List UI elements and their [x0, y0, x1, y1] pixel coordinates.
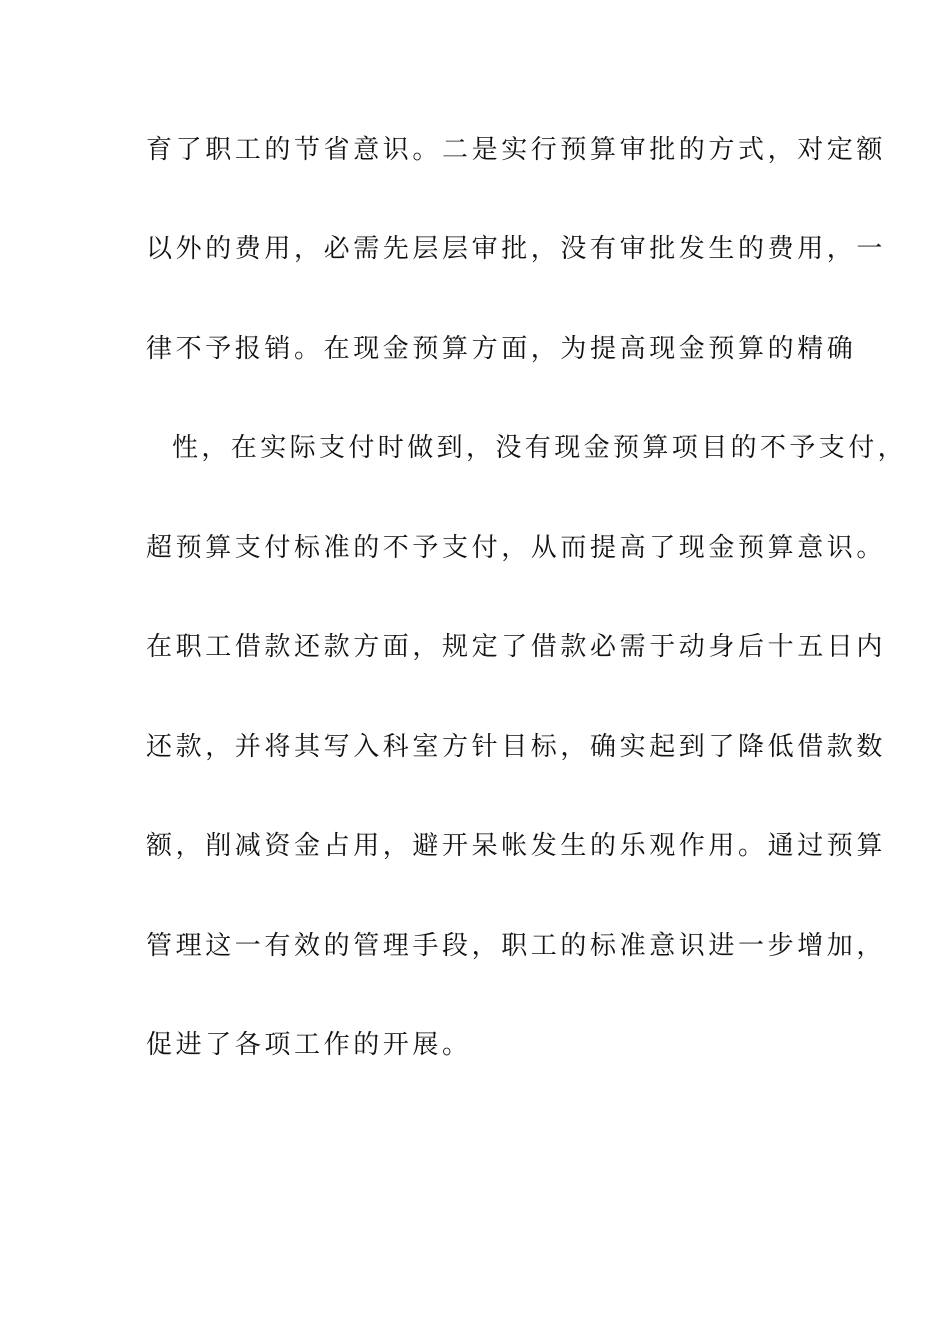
paragraph-line-10: 促进了各项工作的开展。 — [146, 1030, 472, 1060]
paragraph-line-9: 管理这一有效的管理手段，职工的标准意识进一步增加， — [146, 931, 887, 961]
paragraph-line-2: 以外的费用，必需先层层审批，没有审批发生的费用，一 — [146, 234, 887, 264]
paragraph-line-3: 律不予报销。在现金预算方面，为提高现金预算的精确 — [146, 334, 857, 364]
paragraph-line-6: 在职工借款还款方面，规定了借款必需于动身后十五日内 — [146, 632, 887, 662]
paragraph-line-1: 育了职工的节省意识。二是实行预算审批的方式，对定额 — [146, 135, 887, 165]
paragraph-line-5: 超预算支付标准的不予支付，从而提高了现金预算意识。 — [146, 533, 887, 563]
paragraph-line-4: 性，在实际支付时做到，没有现金预算项目的不予支付， — [172, 433, 908, 463]
paragraph-line-7: 还款，并将其写入科室方针目标，确实起到了降低借款数 — [146, 732, 887, 762]
paragraph-line-8: 额，削减资金占用，避开呆帐发生的乐观作用。通过预算 — [146, 831, 887, 861]
